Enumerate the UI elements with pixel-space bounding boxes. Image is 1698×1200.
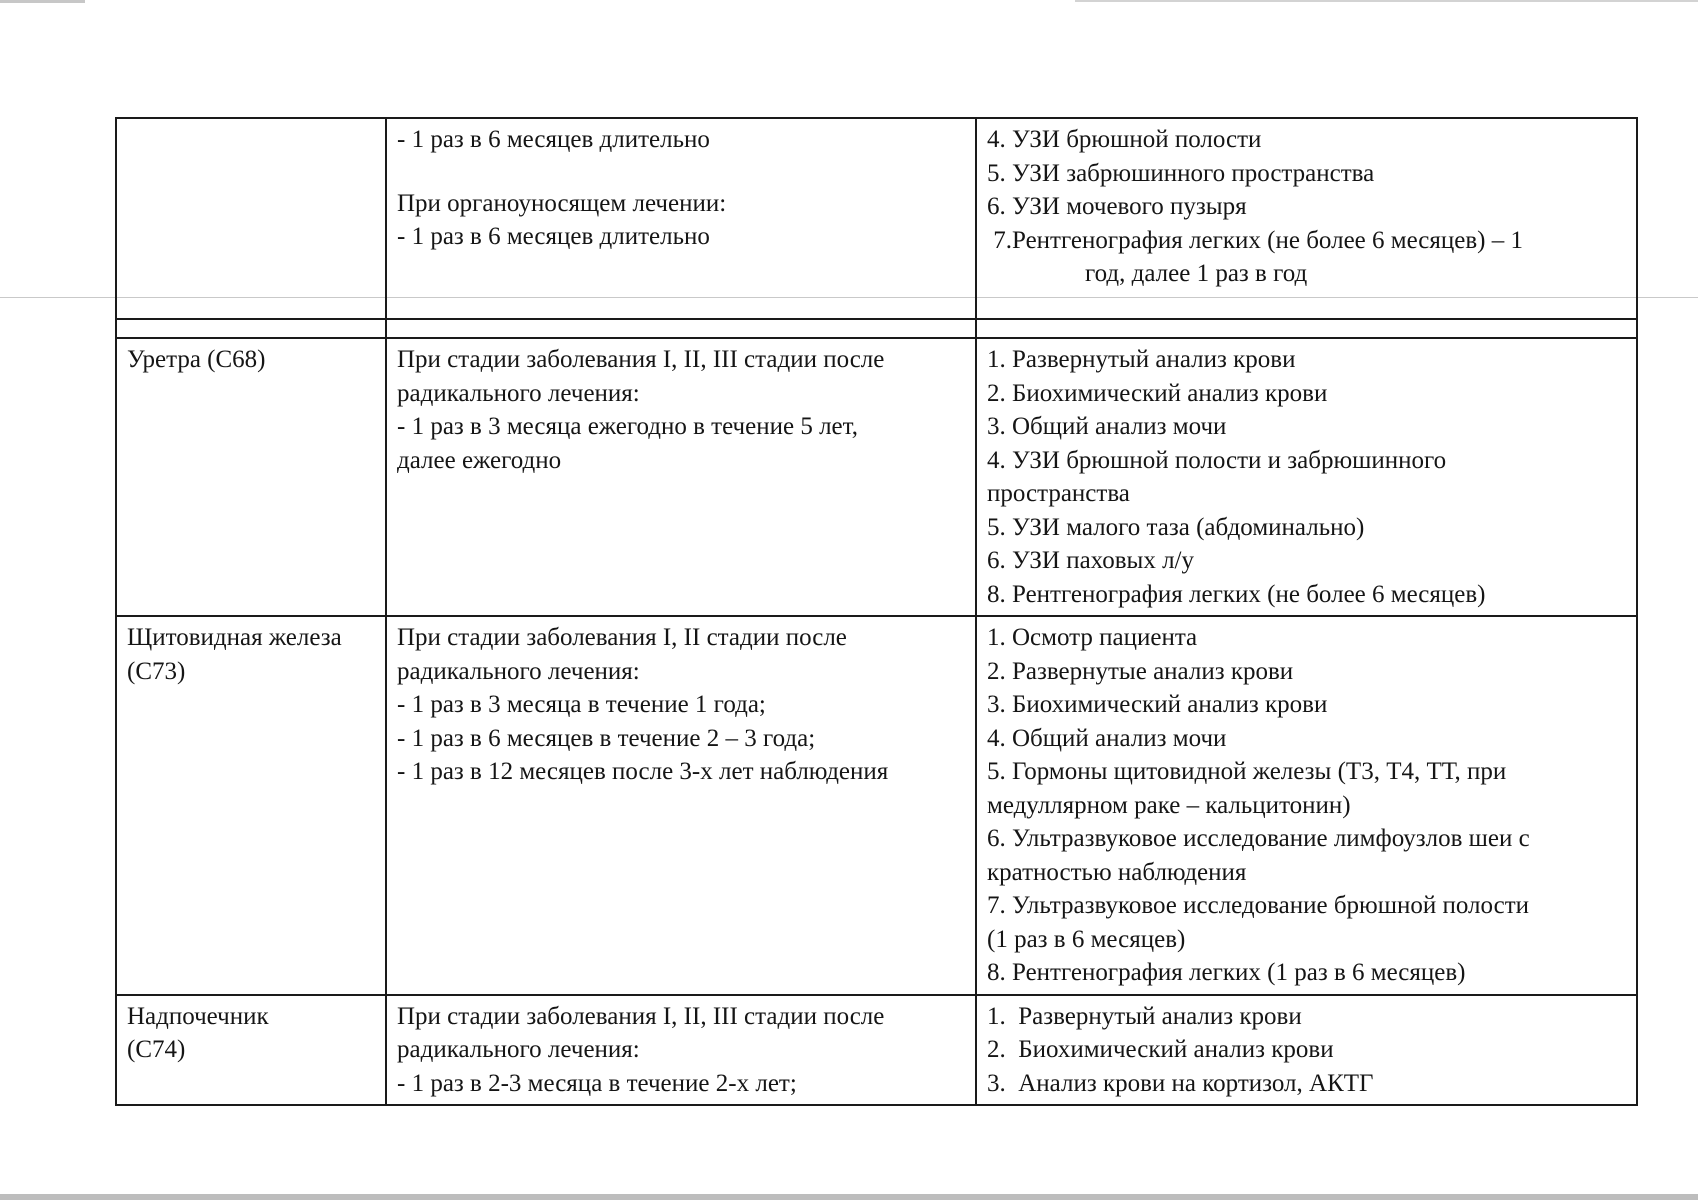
exam-line: 1. Развернутый анализ крови bbox=[987, 346, 1296, 373]
exam-line: 8. Рентгенография легких (не более 6 месяцев) bbox=[987, 580, 1486, 608]
exam-line: 2. Биохимический анализ крови bbox=[987, 379, 1328, 407]
schedule-line: далее ежегодно bbox=[397, 446, 562, 474]
schedule-line: - 1 раз в 3 месяца в течение 1 года; bbox=[397, 691, 766, 718]
site-cell bbox=[116, 338, 386, 616]
exam-line: 6. УЗИ мочевого пузыря bbox=[987, 193, 1247, 220]
exam-line: 2. Биохимический анализ крови bbox=[987, 1036, 1334, 1063]
follow-up-table bbox=[115, 117, 1638, 1106]
schedule-line: При стадии заболевания I, II стадии после bbox=[397, 624, 847, 651]
exam-line: кратностью наблюдения bbox=[987, 858, 1247, 886]
site-label: Щитовидная железа bbox=[127, 624, 342, 651]
gap-cell bbox=[116, 319, 386, 338]
schedule-line: - 1 раз в 3 месяца ежегодно в течение 5 лет, bbox=[397, 413, 858, 440]
exam-line: пространства bbox=[987, 480, 1130, 507]
schedule-cell bbox=[386, 616, 976, 995]
schedule-cell bbox=[386, 118, 976, 319]
exam-line: 1. Осмотр пациента bbox=[987, 624, 1198, 651]
schedule-line: радикального лечения: bbox=[397, 1036, 640, 1063]
schedule-cell bbox=[386, 995, 976, 1106]
exam-line: (1 раз в 6 месяцев) bbox=[987, 925, 1186, 953]
scan-bottom-edge bbox=[0, 1194, 1698, 1200]
exam-line: 1. Развернутый анализ крови bbox=[987, 1002, 1302, 1030]
schedule-line: радикального лечения: bbox=[397, 657, 640, 685]
gap-cell bbox=[976, 319, 1637, 338]
schedule-line: При органоуносящем лечении: bbox=[397, 189, 727, 217]
table-row bbox=[116, 616, 1637, 995]
exam-line: 2. Развернутые анализ крови bbox=[987, 657, 1294, 685]
exam-line: 3. Общий анализ мочи bbox=[987, 413, 1227, 440]
site-label: Надпочечник bbox=[127, 1002, 269, 1030]
exam-line: 6. Ультразвуковое исследование лимфоузлов шеи с bbox=[987, 825, 1530, 852]
site-label: (С73) bbox=[127, 657, 186, 685]
exam-line: 4. Общий анализ мочи bbox=[987, 724, 1227, 752]
schedule-line: - 1 раз в 2-3 месяца в течение 2-х лет; bbox=[397, 1069, 797, 1097]
exam-line: 4. УЗИ брюшной полости и забрюшинного bbox=[987, 446, 1447, 474]
schedule-line: При стадии заболевания I, II, III стадии после bbox=[397, 346, 885, 373]
schedule-line: - 1 раз в 12 месяцев после 3-х лет наблюдения bbox=[397, 758, 889, 785]
exam-line: 6. УЗИ паховых л/у bbox=[987, 547, 1194, 574]
exam-line: 3. Биохимический анализ крови bbox=[987, 691, 1328, 718]
site-cell bbox=[116, 995, 386, 1106]
site-label: Уретра (С68) bbox=[127, 346, 266, 373]
schedule-line: радикального лечения: bbox=[397, 379, 640, 407]
exam-line: 7. Ультразвуковое исследование брюшной полости bbox=[987, 892, 1530, 919]
exam-line: 5. Гормоны щитовидной железы (Т3, Т4, ТТ, при bbox=[987, 758, 1507, 785]
exam-line: 5. УЗИ малого таза (абдоминально) bbox=[987, 513, 1365, 541]
exam-line: год, далее 1 раз в год bbox=[1085, 260, 1308, 287]
schedule-line: При стадии заболевания I, II, III стадии после bbox=[397, 1002, 885, 1030]
schedule-line: - 1 раз в 6 месяцев в течение 2 – 3 года; bbox=[397, 724, 816, 752]
site-cell bbox=[116, 118, 386, 319]
table-row bbox=[116, 118, 1637, 319]
exam-line: 8. Рентгенография легких (1 раз в 6 месяцев) bbox=[987, 959, 1466, 986]
exam-line: 4. УЗИ брюшной полости bbox=[987, 126, 1262, 153]
site-label: (С74) bbox=[127, 1036, 186, 1063]
exams-cell bbox=[976, 118, 1637, 319]
schedule-cell bbox=[386, 338, 976, 616]
exam-line: 3. Анализ крови на кортизол, АКТГ bbox=[987, 1069, 1374, 1097]
exams-cell bbox=[976, 338, 1637, 616]
scan-edge-artifact bbox=[1075, 0, 1698, 2]
table-row bbox=[116, 995, 1637, 1106]
gap-cell bbox=[386, 319, 976, 338]
exam-line: 7.Рентгенография легких (не более 6 месяцев) – 1 bbox=[987, 226, 1523, 254]
schedule-line: - 1 раз в 6 месяцев длительно bbox=[397, 223, 710, 250]
exams-cell bbox=[976, 995, 1637, 1106]
site-cell bbox=[116, 616, 386, 995]
exam-line: 5. УЗИ забрюшинного пространства bbox=[987, 159, 1375, 187]
schedule-blank-line bbox=[397, 157, 965, 187]
exam-line: медуллярном раке – кальцитонин) bbox=[987, 791, 1351, 819]
table-gap-row bbox=[116, 319, 1637, 338]
table-row bbox=[116, 338, 1637, 616]
schedule-line: - 1 раз в 6 месяцев длительно bbox=[397, 126, 710, 153]
exams-cell bbox=[976, 616, 1637, 995]
scan-edge-artifact bbox=[0, 0, 85, 3]
